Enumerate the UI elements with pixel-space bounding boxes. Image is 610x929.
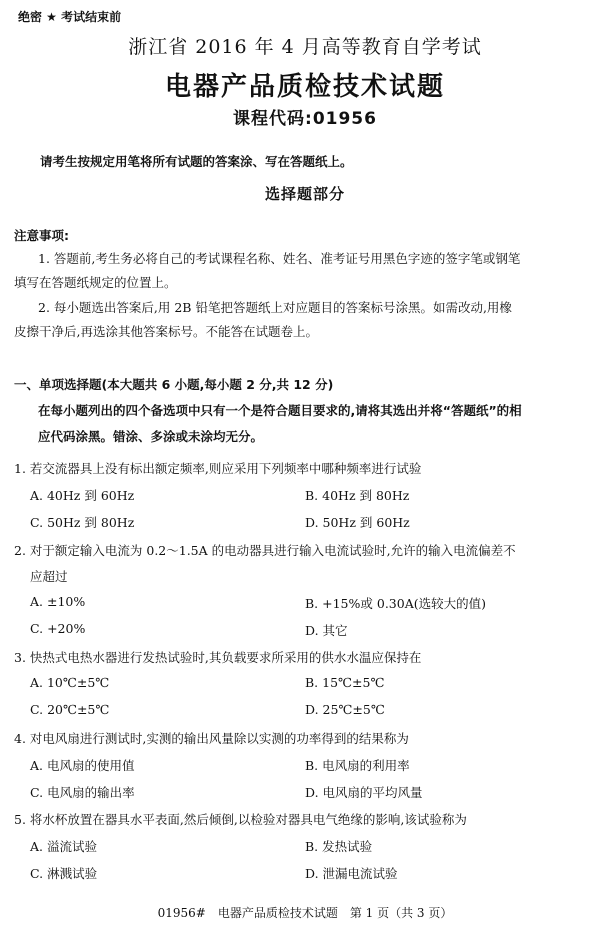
question-3-option-a: A. 10℃±5℃ xyxy=(30,675,110,690)
notice-heading: 注意事项: xyxy=(14,228,69,243)
secret-mark: 绝密 ★ 考试结束前 xyxy=(18,10,122,24)
page-footer: 01956# 电器产品质检技术试题 第 1 页（共 3 页） xyxy=(157,906,453,920)
question-4-stem: 4. 对电风扇进行测试时,实测的输出风量除以实测的功率得到的结果称为 xyxy=(14,731,409,746)
question-5-option-b: B. 发热试验 xyxy=(305,839,373,854)
question-1-option-d: D. 50Hz 到 60Hz xyxy=(305,515,410,530)
section-title: 一、单项选择题(本大题共 6 小题,每小题 2 分,共 12 分) xyxy=(14,377,334,392)
question-1-stem: 1. 若交流器具上没有标出额定频率,则应采用下列频率中哪种频率进行试验 xyxy=(14,461,422,476)
notice-item-1-line-2: 填写在答题纸规定的位置上。 xyxy=(14,275,177,290)
subject-title: 电器产品质检技术试题 xyxy=(164,72,445,102)
question-2-stem-line-1: 2. 对于额定输入电流为 0.2～1.5A 的电动器具进行输入电流试验时,允许的输入电流偏差不 xyxy=(14,543,516,558)
question-4-option-b: B. 电风扇的利用率 xyxy=(305,758,410,773)
question-4-option-a: A. 电风扇的使用值 xyxy=(30,758,135,773)
answer-instruction: 请考生按规定用笔将所有试题的答案涂、写在答题纸上。 xyxy=(40,154,353,169)
notice-item-2-line-2: 皮擦干净后,再选涂其他答案标号。不能答在试题卷上。 xyxy=(14,324,318,339)
question-5-option-c: C. 淋溅试验 xyxy=(30,866,98,881)
question-3-option-c: C. 20℃±5℃ xyxy=(30,702,110,717)
question-3-stem: 3. 快热式电热水器进行发热试验时,其负载要求所采用的供水水温应保持在 xyxy=(14,650,422,665)
notice-item-1-line-1: 1. 答题前,考生务必将自己的考试课程名称、姓名、准考证号用黑色字迹的签字笔或钢笔 xyxy=(38,251,521,266)
question-1-option-b: B. 40Hz 到 80Hz xyxy=(305,488,410,503)
part-title: 选择题部分 xyxy=(264,185,345,203)
question-2-stem-line-2: 应超过 xyxy=(30,569,68,584)
question-2-option-b: B. +15%或 0.30A(选较大的值) xyxy=(305,596,486,611)
question-2-option-d: D. 其它 xyxy=(305,623,348,638)
question-1-option-a: A. 40Hz 到 60Hz xyxy=(30,488,135,503)
question-4-option-c: C. 电风扇的输出率 xyxy=(30,785,135,800)
section-desc-line-2: 应代码涂黑。错涂、多涂或未涂均无分。 xyxy=(38,429,264,444)
question-5-option-a: A. 溢流试验 xyxy=(30,839,97,854)
question-1-option-c: C. 50Hz 到 80Hz xyxy=(30,515,135,530)
course-code: 课程代码:01956 xyxy=(233,109,377,129)
section-desc-line-1: 在每小题列出的四个备选项中只有一个是符合题目要求的,请将其选出并将“答题纸”的相 xyxy=(38,403,522,418)
question-5-stem: 5. 将水杯放置在器具水平表面,然后倾倒,以检验对器具电气绝缘的影响,该试验称为 xyxy=(14,812,467,827)
question-5-option-d: D. 泄漏电流试验 xyxy=(305,866,398,881)
question-4-option-d: D. 电风扇的平均风量 xyxy=(305,785,423,800)
notice-item-2-line-1: 2. 每小题选出答案后,用 2B 铅笔把答题纸上对应题目的答案标号涂黑。如需改动,用橡 xyxy=(38,300,512,315)
exam-name: 浙江省 2016 年 4 月高等教育自学考试 xyxy=(128,36,482,58)
question-2-option-a: A. ±10% xyxy=(30,594,86,609)
question-3-option-d: D. 25℃±5℃ xyxy=(305,702,385,717)
question-2-option-c: C. +20% xyxy=(30,621,86,636)
question-3-option-b: B. 15℃±5℃ xyxy=(305,675,385,690)
